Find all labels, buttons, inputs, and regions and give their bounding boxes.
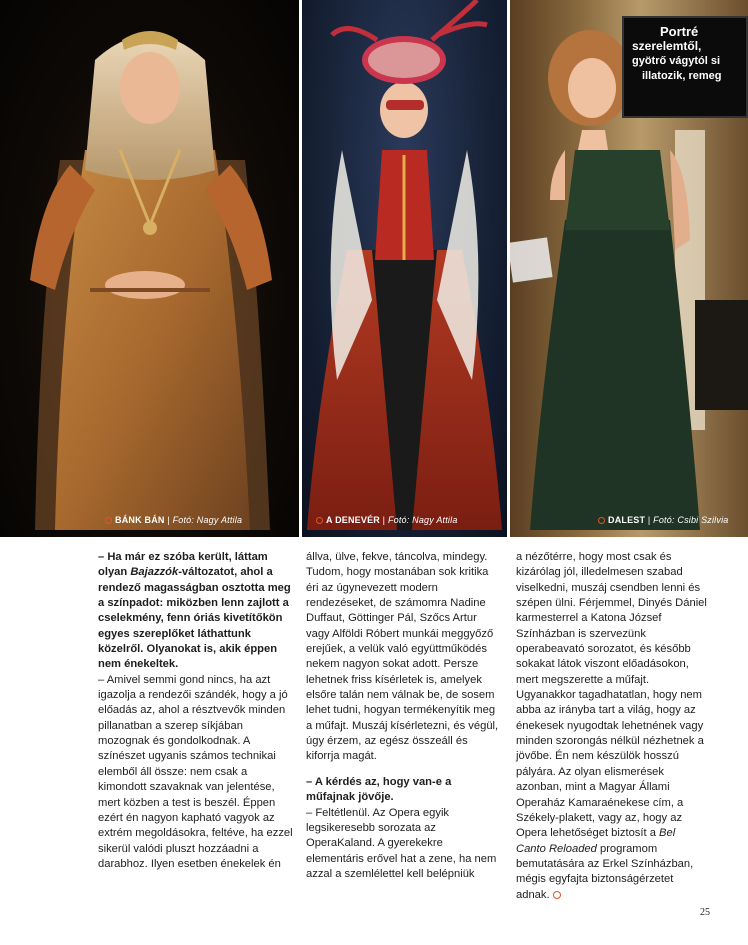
screen-line: Portré	[660, 24, 699, 39]
answer-paragraph: állva, ülve, fekve, táncolva, mindegy. Tudom, hogy mostanában sok kritika éri az úgynevezett modern rendezéseket, de számomra Nadine Duffaut, Göttinger Pál, Szőcs Artur vagy Alföldi Róbert munkái meggyőző erejűek, a velük való együttműködés nekem nagyon sokat adott. Persze lehetnek friss kísérletek is, amelyek elsőre talán nem válnak be, de sosem lehet tudni, hogyan termékenyítik meg a műfajt. Muszáj kísérletezni, és végül, úgy érzem, az egész összeáll és kiforrja magát.	[306, 551, 499, 763]
caption-credit: Fotó: Nagy Attila	[172, 515, 243, 525]
singer-illustration-1	[0, 0, 299, 537]
caption-credit: Fotó: Csibi Szilvia	[653, 515, 729, 525]
text-column-2	[306, 550, 500, 882]
question-paragraph: – A kérdés az, hogy van-e a műfajnak jövője.	[306, 775, 452, 804]
screen-line: illatozik, remeg	[642, 70, 722, 82]
paragraph-gap	[306, 765, 500, 775]
screen-line: szerelemtől,	[632, 39, 702, 53]
caption-bullet-icon	[316, 517, 323, 524]
photo-dalest	[510, 0, 748, 537]
question-title-italic: Bajazzók	[130, 566, 179, 579]
text-column-1	[98, 550, 297, 872]
caption-credit: Fotó: Nagy Attila	[387, 515, 458, 525]
program-title-italic: Bel Canto Reloaded	[516, 827, 676, 855]
answer-paragraph	[516, 550, 708, 903]
caption-title: DALEST	[608, 515, 646, 525]
question-text: -változatot, ahol a rendező magasságban osztotta meg a színpadot: miközben lenn zajlott a cselekmény, fenn óriás kivetítőkön egyes szereplőket láthattunk közelről. Olyanokat is, akik éppen nem énekeltek.	[98, 566, 291, 671]
page-number: 25	[700, 907, 710, 918]
answer-paragraph: – Amivel semmi gond nincs, ha azt igazolja a rendezői szándék, hogy a jó előadás az, ahol a résztvevők minden pillanatban a szerep síkjában mozognak és gondolkodnak. A színészet ugyanis számos technikai elemből áll össze: nem csak a kimondott szavaknak van jelentése, mert közben a test is beszél. Éppen ezért én nagyon kapható vagyok az extrém megoldásokra, feltéve, ha ezzel sikerül valódi pluszt hozzáadni a darabhoz. Ilyen esetben énekelek én	[98, 673, 293, 870]
caption-2: A DENEVÉR | Fotó: Nagy Attila	[316, 515, 458, 525]
projection-screen	[622, 16, 748, 118]
photo-a-denever	[302, 0, 507, 537]
text-column-3	[516, 550, 708, 903]
question-paragraph	[98, 550, 297, 673]
caption-bullet-icon	[105, 517, 112, 524]
photo-bank-ban	[0, 0, 299, 537]
answer-paragraph: – Feltétlenül. Az Opera egyik legsikeresebb sorozata az OperaKaland. A gyerekekre elementáris erővel hat a zene, ha nem azzal a szemlélettel kell belépniük	[306, 806, 497, 880]
question-text: – Ha már ez szóba került, láttam olyan	[98, 551, 268, 579]
caption-title: A DENEVÉR	[326, 515, 380, 525]
answer-text: a nézőtérre, hogy most csak és kizárólag jól, illedelmesen szabad viselkedni, muszáj csendben lenni és szépen ülni. Férjemmel, Dinyés Dániel karmesterrel a Katona József Színházban is szervezünk operabeavató sorozatot, és később sokakat látok viszont előadásokon, mert megszerette a műfajt. Ugyanakkor tagadhatatlan, hogy nem abba az irányba tart a világ, hogy az énekesek nyugodtak lehetnének vagy minden szorongás nélkül nézhetnek a jövőbe. Én nem készülök hosszú pályára. Az olyan elismerések azonban, mint a Magyar Állami Operaház Kamaraénekese cím, a Székely-plakett, vagy az, hogy az Opera lehetőséget biztosít a	[516, 551, 707, 840]
screen-line: gyötrő vágytól si	[632, 55, 721, 67]
caption-3: DALEST | Fotó: Csibi Szilvia	[598, 515, 728, 525]
caption-title: BÁNK BÁN	[115, 515, 165, 525]
answer-text: programom bemutatására az Erkel Színházban, mégis egyfajta biztonságérzetet adnak.	[516, 842, 694, 901]
caption-bullet-icon	[598, 517, 605, 524]
singer-illustration-2	[302, 0, 507, 537]
end-of-article-icon	[553, 891, 561, 899]
caption-1: BÁNK BÁN | Fotó: Nagy Attila	[105, 515, 242, 525]
